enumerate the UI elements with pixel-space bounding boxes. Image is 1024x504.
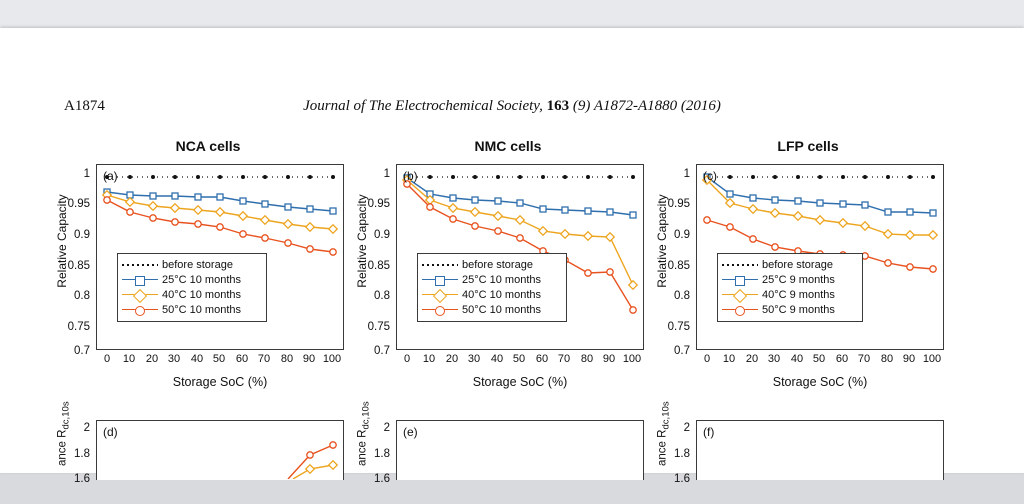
legend-entry [422, 287, 561, 302]
x-tick: 80 [880, 353, 894, 365]
legend-label: 50°C 9 months [762, 303, 835, 316]
panel-e [340, 401, 676, 485]
legend-label: before storage [462, 258, 533, 271]
panel-b-tag: (b) [403, 169, 418, 183]
legend-label: 25°C 9 months [762, 273, 835, 286]
legend-entry [422, 257, 561, 272]
x-tick: 70 [557, 353, 571, 365]
panel-a-ylabel: Relative Capacity [55, 194, 69, 288]
panel-c-axes [696, 164, 944, 350]
x-tick: 40 [790, 353, 804, 365]
legend-square-icon [722, 274, 758, 286]
x-tick: 10 [422, 353, 436, 365]
x-tick: 20 [745, 353, 759, 365]
x-tick: 80 [280, 353, 294, 365]
y-tick: 1 [683, 168, 690, 180]
legend-diamond-icon [422, 289, 458, 301]
legend-dotted-icon [422, 259, 458, 271]
y-tick: 0.75 [667, 321, 690, 333]
y-tick: 0.7 [74, 345, 90, 357]
journal-citation [0, 98, 1024, 115]
panel-d-series [97, 421, 343, 479]
x-tick: 50 [812, 353, 826, 365]
legend-entry [722, 272, 857, 287]
y-tick: 2 [683, 422, 690, 434]
panel-c-plot [640, 160, 976, 410]
panel-a-axes [96, 164, 344, 350]
x-tick: 90 [902, 353, 916, 365]
y-tick: 1.8 [374, 448, 390, 460]
legend-square-icon [122, 274, 158, 286]
x-tick: 70 [857, 353, 871, 365]
panel-c-tag: (c) [703, 169, 717, 183]
panel-a [40, 138, 376, 485]
x-tick: 90 [602, 353, 616, 365]
x-tick: 60 [535, 353, 549, 365]
journal-volume: 163 [546, 98, 570, 114]
x-tick: 70 [257, 353, 271, 365]
x-tick: 100 [922, 353, 942, 365]
panel-b-ylabel: Relative Capacity [355, 194, 369, 288]
panel-d-ylabel: ance $R_{dc,10s}$ [56, 401, 72, 466]
legend-entry [122, 302, 261, 317]
y-tick: 0.8 [374, 290, 390, 302]
y-tick: 0.75 [67, 321, 90, 333]
legend-circle-icon [722, 304, 758, 316]
legend-entry [722, 302, 857, 317]
panel-d-axes [96, 420, 344, 480]
panel-b-xlabel: Storage SoC (%) [472, 375, 568, 389]
panel-b-plot [340, 160, 676, 410]
x-tick: 60 [235, 353, 249, 365]
x-tick: 50 [212, 353, 226, 365]
panel-a-legend [117, 253, 267, 322]
x-tick: 10 [122, 353, 136, 365]
x-tick: 100 [322, 353, 342, 365]
legend-entry [422, 272, 561, 287]
panel-b [340, 138, 676, 485]
legend-label: 50°C 10 months [162, 303, 241, 316]
y-tick: 0.8 [74, 290, 90, 302]
y-tick: 0.95 [667, 198, 690, 210]
panel-c-xlabel: Storage SoC (%) [772, 375, 868, 389]
y-tick: 0.95 [367, 198, 390, 210]
y-tick: 0.95 [67, 198, 90, 210]
panel-f-ylabel: ance $R_{dc,10s}$ [656, 401, 672, 466]
legend-entry [122, 287, 261, 302]
y-tick: 1.8 [74, 448, 90, 460]
panel-d [40, 401, 376, 485]
x-tick: 30 [167, 353, 181, 365]
y-tick: 0.75 [367, 321, 390, 333]
legend-label: before storage [162, 258, 233, 271]
x-tick: 90 [302, 353, 316, 365]
x-tick: 60 [835, 353, 849, 365]
y-tick: 2 [83, 422, 90, 434]
legend-label: 50°C 10 months [462, 303, 541, 316]
panel-e-tag: (e) [403, 425, 418, 439]
legend-label: 40°C 10 months [462, 288, 541, 301]
panel-a-plot [40, 160, 376, 410]
panel-c [640, 138, 976, 485]
x-tick: 10 [722, 353, 736, 365]
figure-panels [0, 138, 1024, 485]
panel-c-legend [717, 253, 863, 322]
y-tick: 0.8 [674, 290, 690, 302]
x-tick: 30 [467, 353, 481, 365]
legend-dotted-icon [122, 259, 158, 271]
panel-f-axes [696, 420, 944, 480]
panel-f-tag: (f) [703, 425, 715, 439]
legend-entry [722, 257, 857, 272]
panel-b-title: NMC cells [474, 138, 542, 154]
x-tick: 0 [403, 353, 411, 365]
x-tick: 30 [767, 353, 781, 365]
panel-e-ylabel: ance $R_{dc,10s}$ [356, 401, 372, 466]
x-tick: 0 [103, 353, 111, 365]
x-tick: 40 [490, 353, 504, 365]
y-tick: 1 [83, 168, 90, 180]
legend-label: 25°C 10 months [162, 273, 241, 286]
x-tick: 20 [445, 353, 459, 365]
legend-diamond-icon [122, 289, 158, 301]
legend-label: 40°C 10 months [162, 288, 241, 301]
journal-citation-prefix: Journal of The Electrochemical Society, [303, 98, 547, 114]
x-tick: 20 [145, 353, 159, 365]
legend-square-icon [422, 274, 458, 286]
legend-dotted-icon [722, 259, 758, 271]
y-tick: 0.85 [67, 260, 90, 272]
y-tick: 1 [383, 168, 390, 180]
legend-entry [722, 287, 857, 302]
legend-label: 40°C 9 months [762, 288, 835, 301]
y-tick: 0.9 [374, 229, 390, 241]
panel-b-axes [396, 164, 644, 350]
panel-c-ylabel: Relative Capacity [655, 194, 669, 288]
page-folio: A1874 [64, 98, 105, 114]
panel-a-xlabel: Storage SoC (%) [172, 375, 268, 389]
panel-e-axes [396, 420, 644, 480]
y-tick: 1.6 [74, 473, 90, 485]
y-tick: 1.6 [374, 473, 390, 485]
x-tick: 100 [622, 353, 642, 365]
legend-circle-icon [122, 304, 158, 316]
y-tick: 0.7 [674, 345, 690, 357]
y-tick: 0.9 [674, 229, 690, 241]
y-tick: 1.6 [674, 473, 690, 485]
panel-a-title: NCA cells [175, 138, 241, 154]
panel-a-tag: (a) [103, 169, 118, 183]
legend-diamond-icon [722, 289, 758, 301]
x-tick: 40 [190, 353, 204, 365]
journal-citation-suffix: (9) A1872-A1880 (2016) [569, 98, 721, 114]
x-tick: 50 [512, 353, 526, 365]
legend-circle-icon [422, 304, 458, 316]
legend-entry [122, 272, 261, 287]
browser-top-bar [0, 0, 1024, 28]
panel-c-title: LFP cells [777, 138, 839, 154]
x-tick: 0 [703, 353, 711, 365]
panel-d-tag: (d) [103, 425, 118, 439]
y-tick: 0.85 [667, 260, 690, 272]
x-tick: 80 [580, 353, 594, 365]
panel-b-legend [417, 253, 567, 322]
y-tick: 0.85 [367, 260, 390, 272]
legend-label: 25°C 10 months [462, 273, 541, 286]
legend-label: before storage [762, 258, 833, 271]
panel-f [640, 401, 976, 485]
y-tick: 0.9 [74, 229, 90, 241]
legend-entry [422, 302, 561, 317]
document-page [0, 28, 1024, 485]
y-tick: 1.8 [674, 448, 690, 460]
y-tick: 0.7 [374, 345, 390, 357]
y-tick: 2 [383, 422, 390, 434]
legend-entry [122, 257, 261, 272]
